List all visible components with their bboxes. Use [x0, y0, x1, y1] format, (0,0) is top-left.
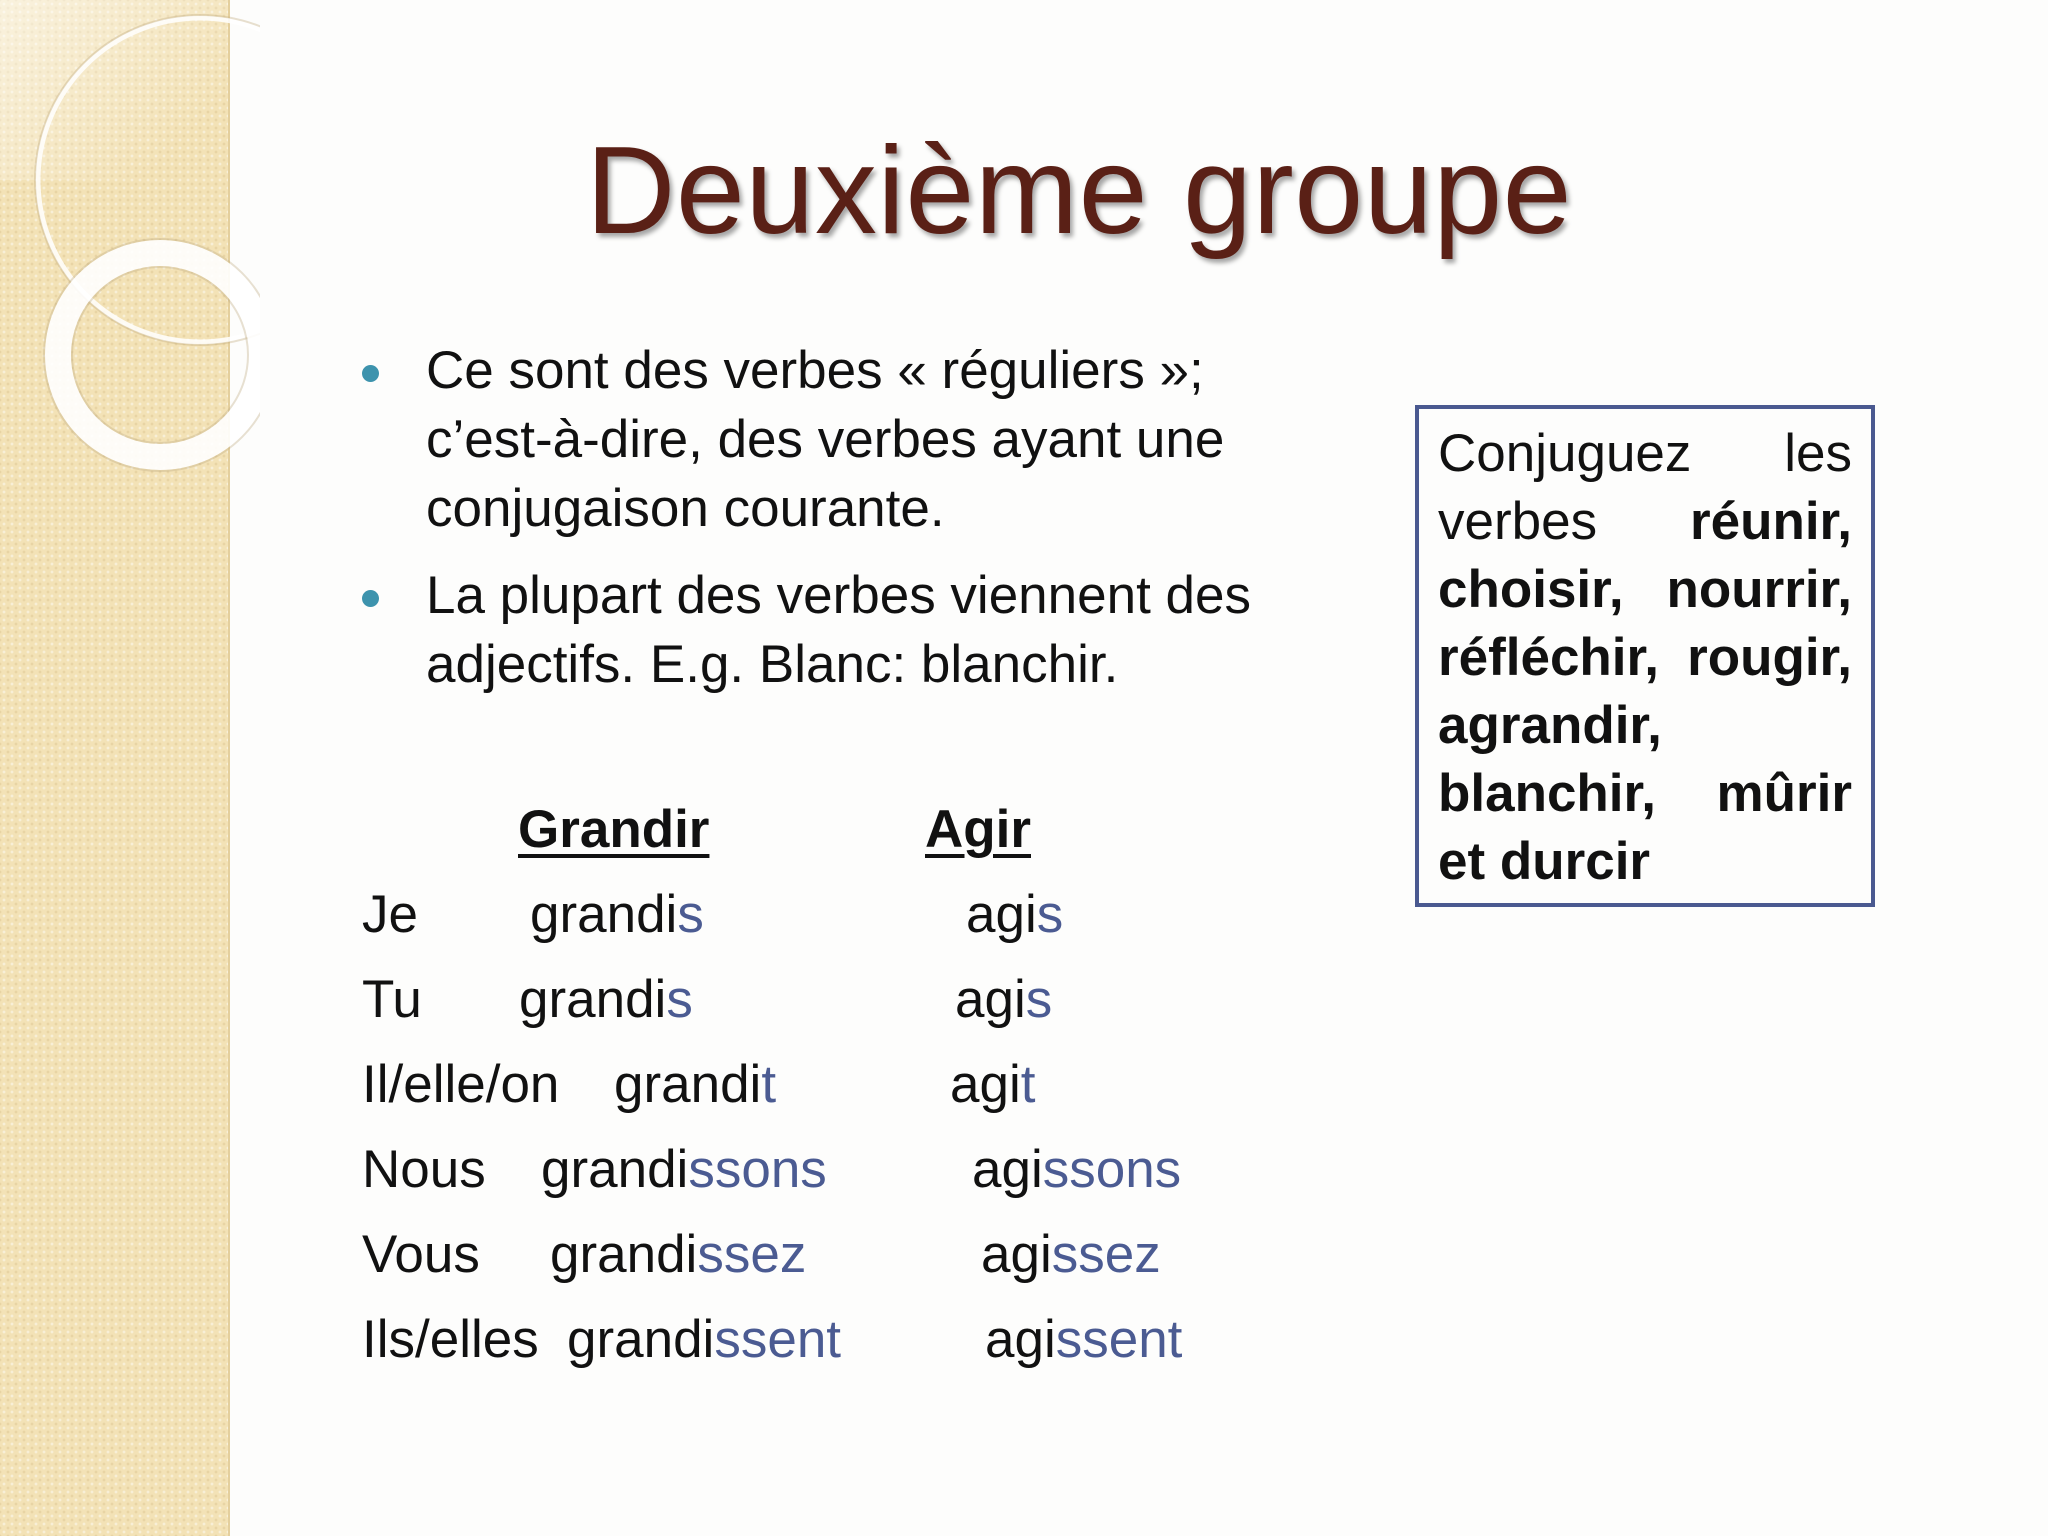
slide-title: Deuxième groupe	[585, 122, 1573, 260]
pronoun: Tu	[362, 970, 422, 1029]
bullet-item	[362, 336, 1302, 543]
pronoun: Nous	[362, 1140, 486, 1199]
column-header-grandir: Grandir	[518, 800, 710, 859]
bullet-list	[362, 336, 1302, 717]
conjugated-form: grandis	[519, 970, 693, 1029]
pronoun: Il/elle/on	[362, 1055, 560, 1114]
conjugated-form: agis	[955, 970, 1053, 1029]
pronoun: Je	[362, 885, 418, 944]
exercise-intro: Conjuguez les verbes	[1438, 424, 1852, 551]
pronoun: Vous	[362, 1225, 480, 1284]
bullet-text: Ce sont des verbes « réguliers »; c’est-à-dire, des verbes ayant une conjugaison courante.	[426, 341, 1225, 538]
exercise-verbs: réunir, choisir, nourrir, réfléchir, rougir, agrandir, blanchir, mûrir	[1438, 492, 1852, 823]
conjugated-form: grandit	[614, 1055, 777, 1114]
bullet-dot-icon	[362, 590, 379, 607]
conjugated-form: agis	[966, 885, 1064, 944]
conjugated-form: grandissez	[550, 1225, 807, 1284]
bullet-item	[362, 561, 1302, 699]
bullet-text: La plupart des verbes viennent des adjectifs. E.g. Blanc: blanchir.	[426, 566, 1251, 694]
exercise-last-verb: et durcir	[1438, 832, 1651, 891]
conjugated-form: agissons	[972, 1140, 1182, 1199]
column-header-agir: Agir	[925, 800, 1031, 859]
conjugated-form: agissez	[981, 1225, 1161, 1284]
conjugated-form: agit	[950, 1055, 1036, 1114]
conjugated-form: grandissent	[567, 1310, 842, 1369]
thick-ring	[58, 253, 260, 457]
conjugated-form: agissent	[985, 1310, 1183, 1369]
exercise-text	[1438, 420, 1852, 896]
conjugated-form: grandissons	[541, 1140, 827, 1199]
bullet-dot-icon	[362, 365, 379, 382]
thick-ring-inner-edge	[72, 267, 248, 443]
conjugated-form: grandis	[530, 885, 704, 944]
pronoun: Ils/elles	[362, 1310, 539, 1369]
